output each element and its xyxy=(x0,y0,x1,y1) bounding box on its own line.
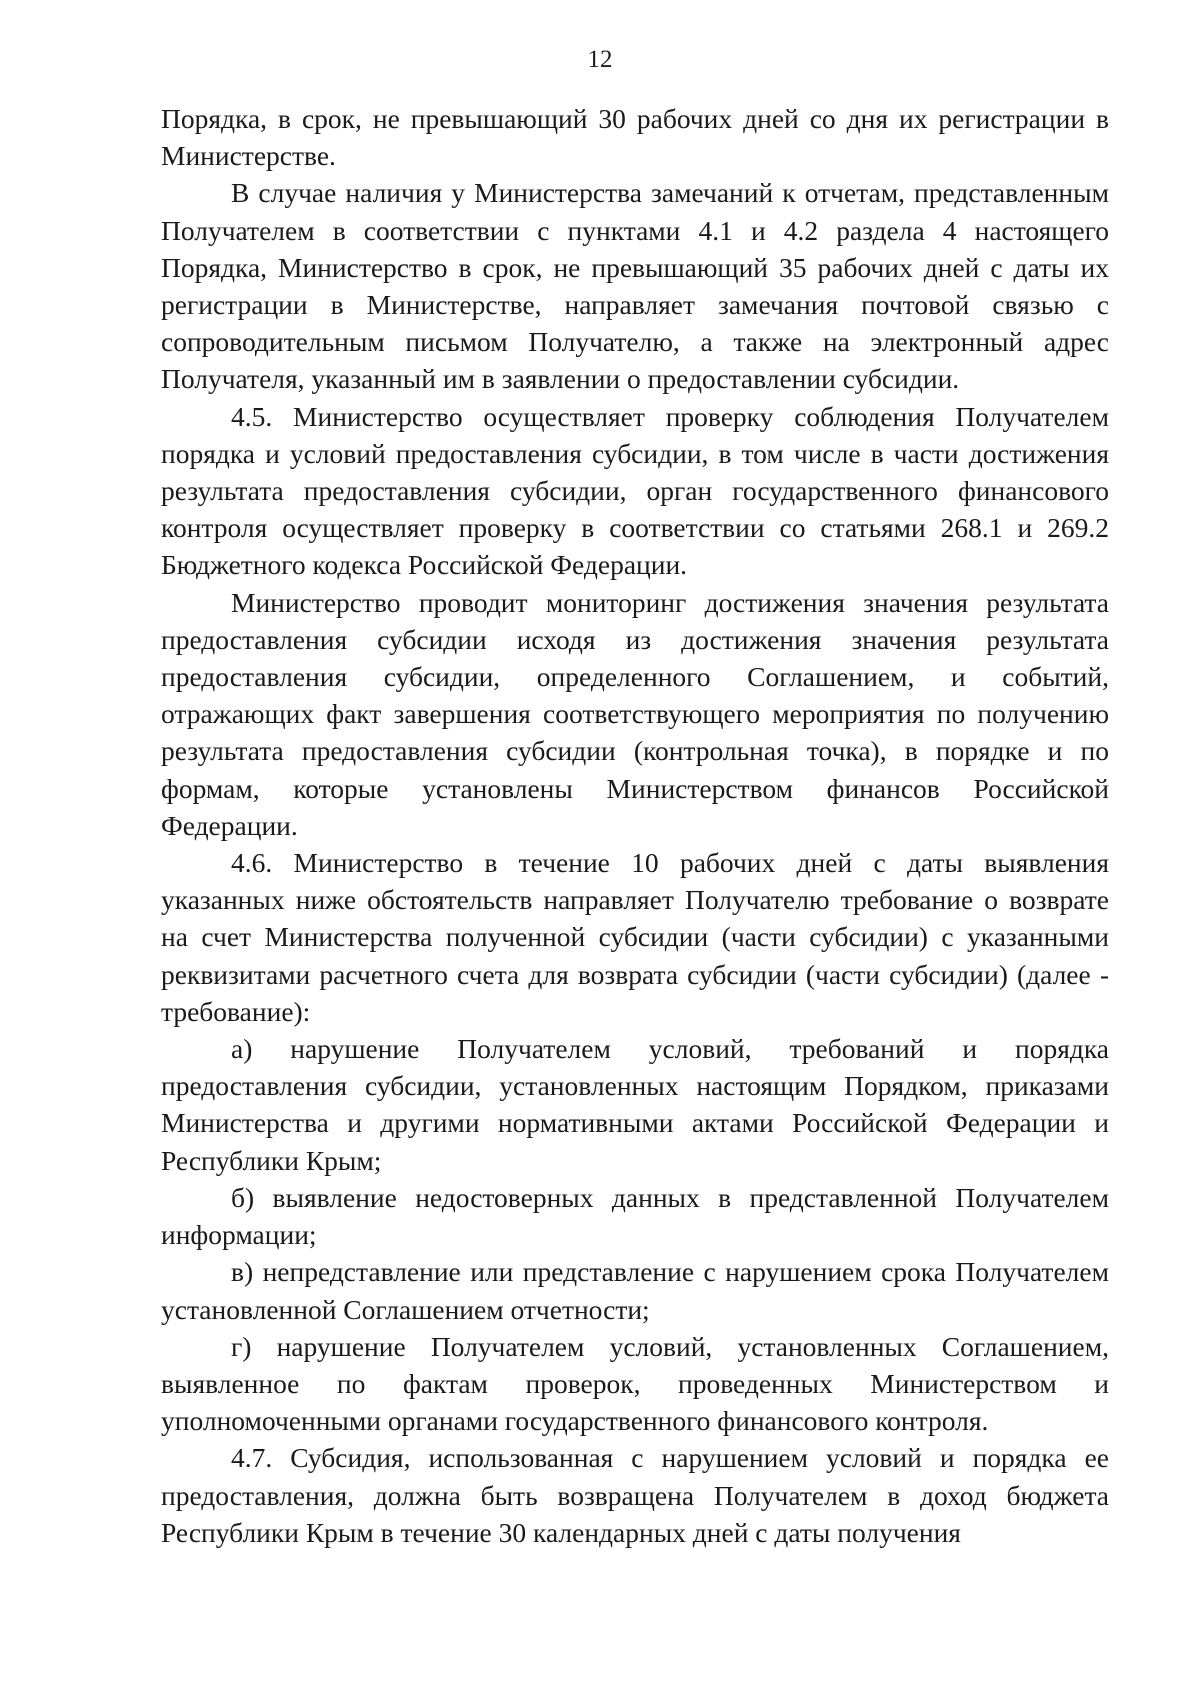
paragraph-4-5: 4.5. Министерство осуществляет проверку соблюдения Получателем порядка и условий предоставления субсидии, в том числе в части достижения результата предоставления субсидии, орган государственного финансового контроля осуществляет проверку в соответствии со статьями 268.1 и 269.2 Бюджетного кодекса Российской Федерации. xyxy=(161,400,1109,581)
paragraph-4-7: 4.7. Субсидия, использованная с нарушением условий и порядка ее предоставления, должна быть возвращена Получателем в доход бюджета Республики Крым в течение 30 календарных дней с даты получения xyxy=(161,1442,1109,1548)
paragraph-4-6: 4.6. Министерство в течение 10 рабочих дней с даты выявления указанных ниже обстоятельств направляет Получателю требование о возврате на счет Министерства полученной субсидии (части субсидии) с указанными реквизитами расчетного счета для возврата субсидии (части субсидии) (далее - требование): xyxy=(161,847,1109,1027)
list-item-g: г) нарушение Получателем условий, установленных Соглашением, выявленное по фактам проверок, проведенных Министерством и уполномоченными органами государственного финансового контроля. xyxy=(161,1330,1109,1437)
page-number: 12 xyxy=(587,46,613,73)
list-item-v: в) непредставление или представление с нарушением срока Получателем установленной Соглашением отчетности; xyxy=(161,1256,1109,1325)
paragraph-remarks: В случае наличия у Министерства замечаний к отчетам, представленным Получателем в соответствии с пунктами 4.1 и 4.2 раздела 4 настоящего Порядка, Министерство в срок, не превышающий 35 рабочих дней с даты их регистрации в Министерстве, направляет замечания почтовой связью с сопроводительным письмом Получателю, а также на электронный адрес Получателя, указанный им в заявлении о предоставлении субсидии. xyxy=(161,177,1109,395)
document-body xyxy=(161,100,1109,1551)
list-item-a: а) нарушение Получателем условий, требований и порядка предоставления субсидии, установленных настоящим Порядком, приказами Министерства и другими нормативными актами Российской Федерации и Республики Крым; xyxy=(161,1033,1109,1176)
paragraph-monitoring: Министерство проводит мониторинг достижения значения результата предоставления субсидии исходя из достижения значения результата предоставления субсидии, определенного Соглашением, и событий, отражающих факт завершения соответствующего мероприятия по получению результата предоставления субсидии (контрольная точка), в порядке и по формам, которые установлены Министерством финансов Российской Федерации. xyxy=(161,586,1109,841)
list-item-b: б) выявление недостоверных данных в представленной Получателем информации; xyxy=(161,1181,1109,1251)
paragraph-continuation: Порядка, в срок, не превышающий 30 рабочих дней со дня их регистрации в Министерстве. xyxy=(161,103,1109,172)
